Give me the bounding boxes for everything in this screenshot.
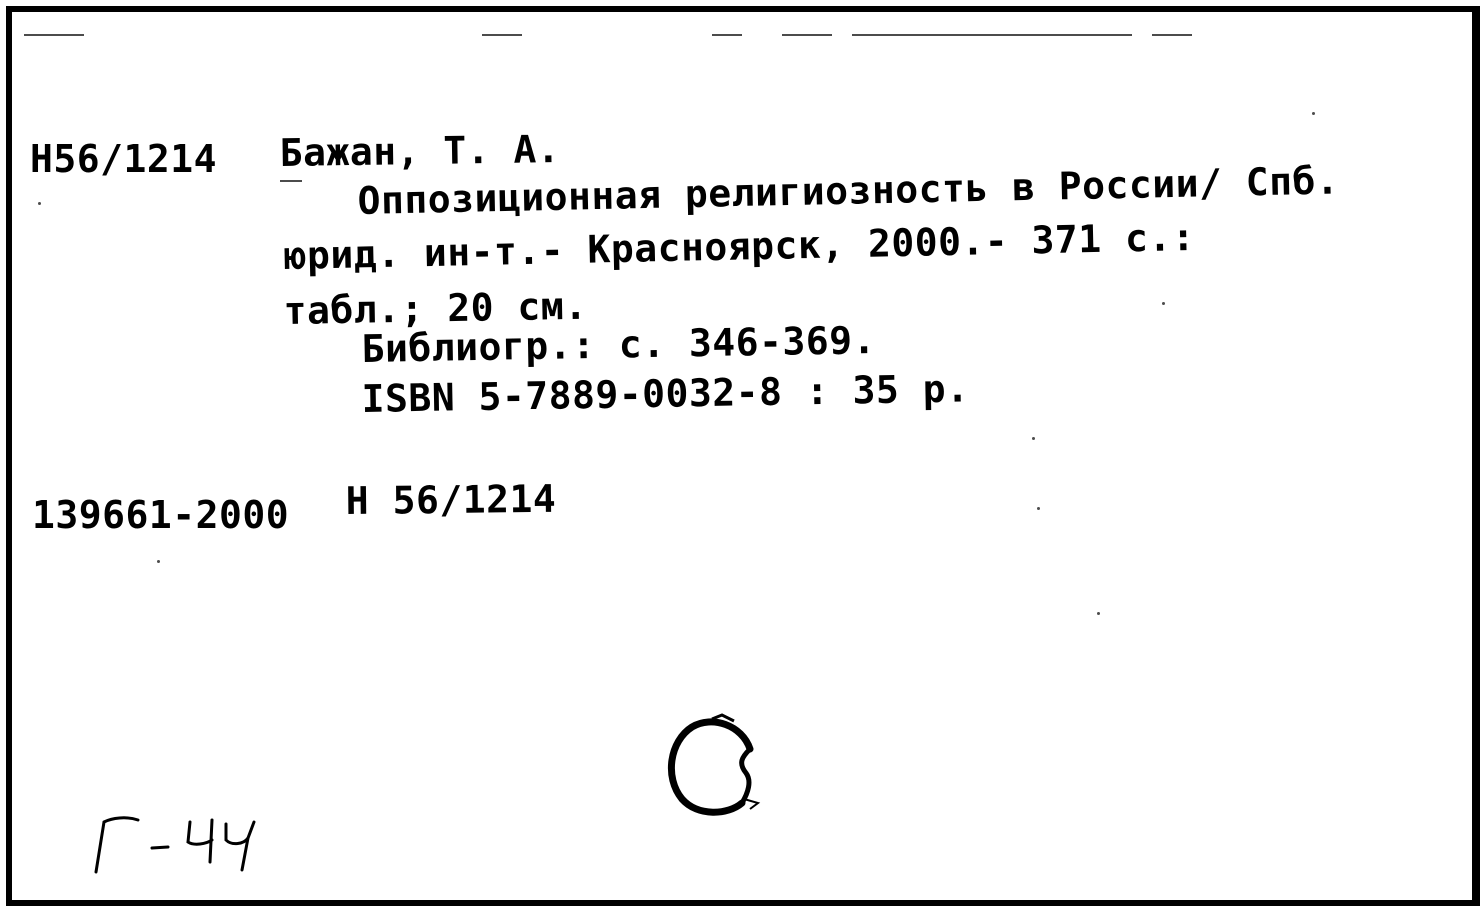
punch-hole-icon <box>662 707 772 827</box>
author-underline <box>280 180 302 182</box>
top-rule <box>852 34 1132 36</box>
top-rule <box>712 34 742 36</box>
title-line-1: Оппозиционная религиозность в России/ Спб. <box>357 158 1340 223</box>
speck <box>1162 302 1165 305</box>
inventory-number: 139661-2000 <box>32 493 290 537</box>
title-line-3: табл.; 20 см. <box>283 283 588 333</box>
title-line-2: юрид. ин-т.- Красноярск, 2000.- 371 с.: <box>283 214 1196 278</box>
top-rule <box>1152 34 1192 36</box>
inventory-call-number: Н 56/1214 <box>345 476 557 523</box>
author: Бажан, Т. А. <box>279 127 561 175</box>
handwritten-note <box>82 802 282 882</box>
isbn-line: ISBN 5-7889-0032-8 : 35 р. <box>361 366 970 421</box>
catalog-card <box>6 6 1480 906</box>
speck <box>1032 437 1035 440</box>
bibliography-note: Библиогр.: с. 346-369. <box>361 318 877 371</box>
speck <box>157 560 160 563</box>
speck <box>38 202 41 205</box>
speck <box>1037 507 1040 510</box>
speck <box>1312 112 1315 115</box>
top-rule <box>482 34 522 36</box>
top-rule <box>24 34 84 36</box>
top-rule <box>782 34 832 36</box>
call-number: H56/1214 <box>30 137 218 181</box>
speck <box>1097 612 1100 615</box>
